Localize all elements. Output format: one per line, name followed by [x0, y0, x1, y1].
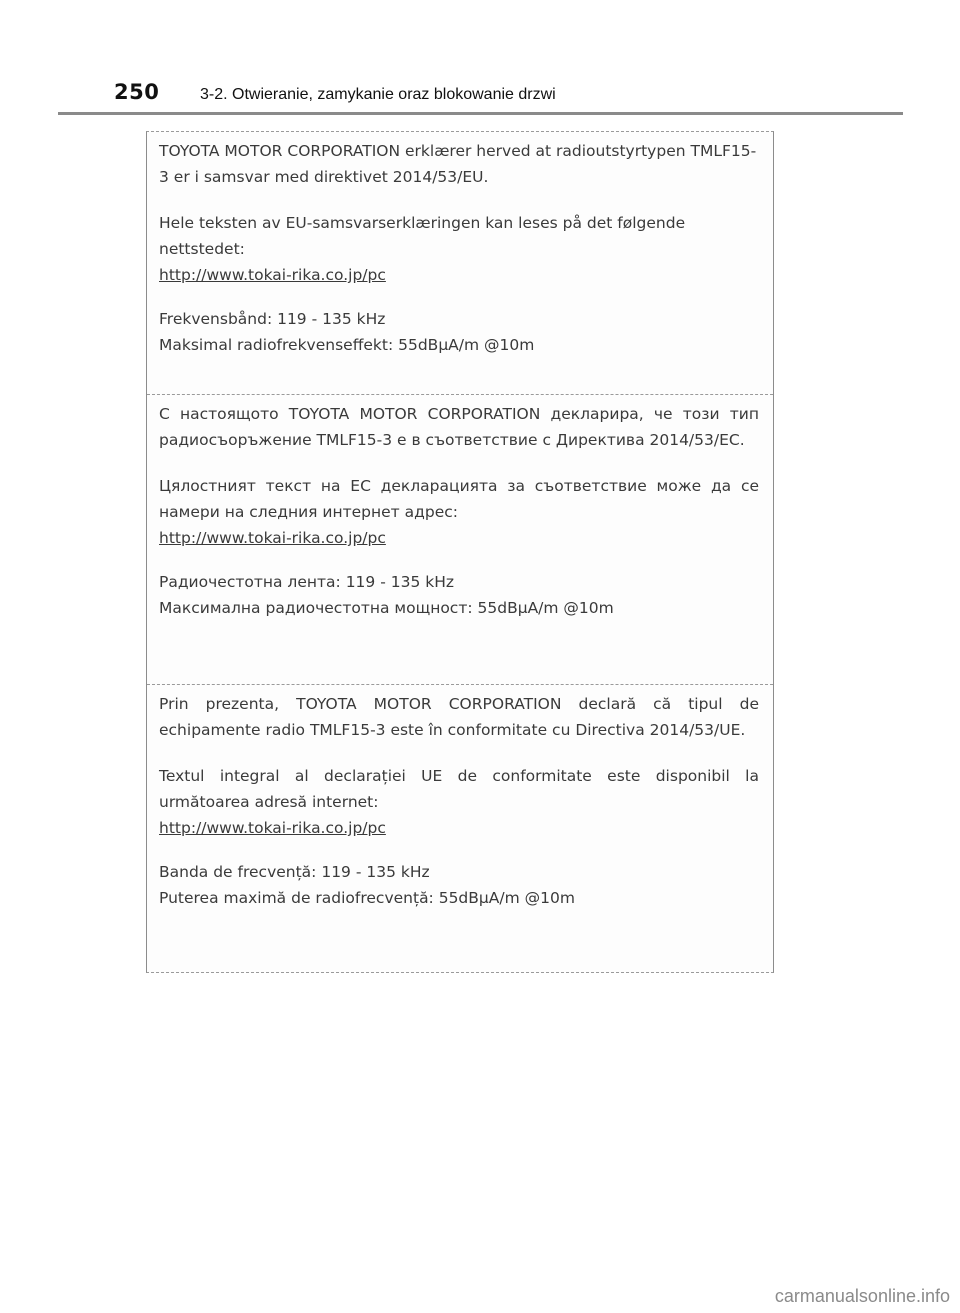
declaration-block-bulgarian	[147, 394, 773, 684]
full-text-label: Цялостният текст на ЕС декларацията за съответствие може да се намери на следния интернет адрес:	[159, 477, 759, 521]
frequency-band: Frekvensbånd: 119 - 135 kHz	[159, 310, 386, 328]
radio-specs	[159, 859, 759, 911]
declaration-text: TOYOTA MOTOR CORPORATION erklærer herved at radioutstyrtypen TMLF15-3 er i samsvar med direktivet 2014/53/EU.	[159, 142, 757, 186]
radio-specs	[159, 306, 759, 358]
declaration-url-link[interactable]: http://www.tokai-rika.co.jp/pc	[159, 266, 386, 284]
full-text-info	[159, 210, 759, 288]
declaration-url-link[interactable]: http://www.tokai-rika.co.jp/pc	[159, 819, 386, 837]
page-header	[58, 78, 903, 115]
max-power: Максимална радиочестотна мощност: 55dBµA/m @10m	[159, 599, 614, 617]
frequency-band: Радиочестотна лента: 119 - 135 kHz	[159, 573, 454, 591]
declaration-block-romanian	[147, 684, 773, 972]
full-text-info	[159, 763, 759, 841]
declaration-url-link[interactable]: http://www.tokai-rika.co.jp/pc	[159, 529, 386, 547]
full-text-label: Textul integral al declarației UE de conformitate este disponibil la următoarea adresă internet:	[159, 767, 759, 811]
max-power: Puterea maximă de radiofrecvență: 55dBµA/m @10m	[159, 889, 575, 907]
watermark: carmanualsonline.info	[774, 1286, 950, 1306]
frequency-band: Banda de frecvență: 119 - 135 kHz	[159, 863, 430, 881]
full-text-info	[159, 473, 759, 551]
declaration-text: С настоящото TOYOTA MOTOR CORPORATION декларира, че този тип радиосъоръжение TMLF15-3 е в съответствие с Директива 2014/53/ЕС.	[159, 405, 759, 449]
max-power: Maksimal radiofrekvenseffekt: 55dBµA/m @10m	[159, 336, 535, 354]
full-text-label: Hele teksten av EU-samsvarserklæringen kan leses på det følgende nettstedet:	[159, 214, 686, 258]
section-title: 3-2. Otwieranie, zamykanie oraz blokowanie drzwi	[200, 86, 556, 103]
declaration-block-norwegian	[147, 132, 773, 394]
declaration-scan	[146, 131, 774, 973]
declaration-text: Prin prezenta, TOYOTA MOTOR CORPORATION declară că tipul de echipamente radio TMLF15-3 este în conformitate cu Directiva 2014/53/UE.	[159, 695, 759, 739]
radio-specs	[159, 569, 759, 621]
page-number: 250	[114, 80, 160, 104]
